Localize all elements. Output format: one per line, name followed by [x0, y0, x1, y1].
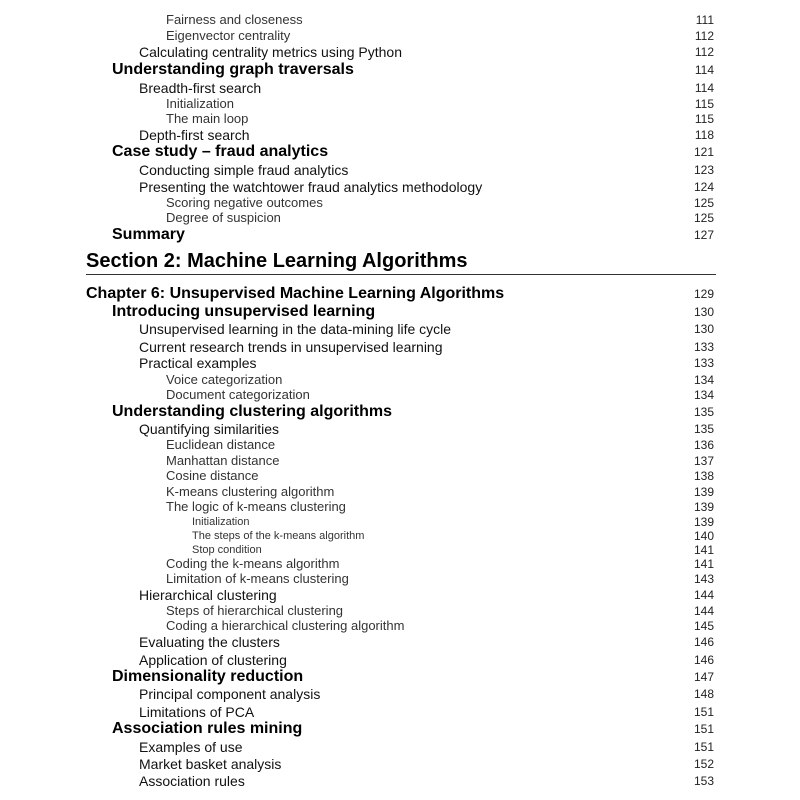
toc-entry-title: Coding the k-means algorithm: [166, 556, 340, 571]
toc-entry-page-number: 129: [693, 287, 714, 301]
toc-entry-title: Manhattan distance: [166, 453, 280, 468]
toc-entry-market-basket-analysis: [0, 755, 800, 773]
toc-entry-page-number: 112: [694, 29, 714, 43]
toc-entry-title: Calculating centrality metrics using Python: [139, 44, 403, 60]
toc-entry-page-number: 124: [693, 180, 714, 194]
toc-entry-title: Document categorization: [166, 387, 310, 402]
toc-entry-title: Chapter 6: Unsupervised Machine Learning Algorithms: [86, 285, 505, 302]
toc-entry-title: Evaluating the clusters: [139, 634, 280, 650]
toc-entry-case-study-fraud-analytics: [0, 143, 800, 161]
toc-entry-title: Application of clustering: [139, 652, 287, 668]
toc-entry-title: Understanding graph traversals: [112, 61, 354, 78]
toc-entry-page-number: 141: [693, 543, 714, 557]
toc-entry-title: Fairness and closeness: [166, 12, 303, 27]
toc-entry-summary: [0, 226, 800, 244]
toc-entry-title: Case study – fraud analytics: [112, 143, 329, 160]
toc-entry-association-rules-mining: [0, 720, 800, 738]
toc-entry-title: Initialization: [166, 96, 234, 111]
toc-entry-page-number: 144: [693, 588, 714, 602]
toc-entry-page-number: 146: [693, 635, 714, 649]
toc-entry-chapter-6-unsupervised-machine-learning-algorithms: [0, 285, 800, 303]
toc-entry-title: Examples of use: [139, 739, 243, 755]
toc-entry-page-number: 123: [693, 163, 714, 177]
toc-entry-page-number: 127: [693, 228, 714, 242]
toc-entry-page-number: 139: [693, 500, 714, 514]
toc-entry-page-number: 139: [693, 485, 714, 499]
toc-entry-calculating-centrality-metrics-using-python: [0, 43, 800, 61]
toc-entry-page-number: 134: [693, 373, 714, 387]
toc-entry-title: Association rules mining: [112, 720, 303, 737]
toc-entry-page-number: 153: [693, 774, 714, 788]
toc-entry-page-number: 140: [693, 529, 714, 543]
toc-entry-title: Voice categorization: [166, 372, 283, 387]
toc-entry-page-number: 136: [693, 438, 714, 452]
toc-entry-conducting-simple-fraud-analytics: [0, 161, 800, 179]
toc-entry-depth-first-search: [0, 126, 800, 144]
toc-entry-unsupervised-learning-in-the-data-mining-life-cycle: [0, 320, 800, 338]
toc-entry-title: Presenting the watchtower fraud analytics methodology: [139, 179, 483, 195]
toc-entry-page-number: 146: [693, 653, 714, 667]
toc-entry-page-number: 114: [694, 63, 714, 77]
toc-entry-page-number: 111: [695, 13, 714, 27]
toc-entry-page-number: 121: [693, 145, 714, 159]
toc-entry-understanding-clustering-algorithms: [0, 403, 800, 421]
toc-entry-title: Practical examples: [139, 355, 257, 371]
toc-entry-title: The main loop: [166, 111, 249, 126]
toc-entry-page-number: 141: [693, 557, 714, 571]
toc-entry-title: Limitation of k-means clustering: [166, 571, 349, 586]
toc-entry-title: Euclidean distance: [166, 437, 276, 452]
toc-entry-document-categorization: [0, 386, 800, 404]
toc-entry-title: Steps of hierarchical clustering: [166, 603, 344, 618]
toc-entry-title: Limitations of PCA: [139, 704, 255, 720]
toc-entry-page-number: 112: [694, 45, 714, 59]
toc-entry-degree-of-suspicion: [0, 209, 800, 227]
toc-entry-page-number: 125: [693, 211, 714, 225]
toc-entry-page-number: 151: [693, 722, 714, 736]
toc-entry-title: Unsupervised learning in the data-mining life cycle: [139, 321, 452, 337]
toc-entry-page-number: 147: [693, 670, 714, 684]
toc-entry-page-number: 114: [694, 81, 714, 95]
toc-entry-page-number: 151: [693, 705, 714, 719]
toc-entry-principal-component-analysis: [0, 685, 800, 703]
toc-entry-title: Dimensionality reduction: [112, 668, 304, 685]
toc-entry-title: Eigenvector centrality: [166, 28, 291, 43]
toc-entry-page-number: 135: [693, 422, 714, 436]
toc-entry-title: Understanding clustering algorithms: [112, 403, 393, 420]
toc-entry-page-number: 144: [693, 604, 714, 618]
toc-entry-title: Breadth-first search: [139, 80, 262, 96]
toc-entry-title: Association rules: [139, 773, 245, 789]
toc-entry-understanding-graph-traversals: [0, 61, 800, 79]
toc-entry-association-rules: [0, 772, 800, 790]
toc-entry-page-number: 138: [693, 469, 714, 483]
toc-entry-page-number: 133: [693, 356, 714, 370]
toc-entry-page-number: 143: [693, 572, 714, 586]
toc-entry-page-number: 152: [693, 757, 714, 771]
toc-entry-page-number: 125: [693, 196, 714, 210]
toc-entry-title: Cosine distance: [166, 468, 259, 483]
toc-entry-page-number: 118: [694, 128, 714, 142]
section-heading: Section 2: Machine Learning Algorithms: [86, 248, 716, 275]
toc-entry-title: Coding a hierarchical clustering algorithm: [166, 618, 405, 633]
toc-entry-title: Introducing unsupervised learning: [112, 303, 376, 320]
toc-entry-page-number: 133: [693, 340, 714, 354]
toc-entry-title: The steps of the k-means algorithm: [192, 530, 365, 542]
toc-entry-title: Quantifying similarities: [139, 421, 280, 437]
toc-entry-page-number: 145: [693, 619, 714, 633]
toc-entry-page-number: 134: [693, 388, 714, 402]
toc-entry-title: Market basket analysis: [139, 756, 282, 772]
toc-entry-page-number: 115: [694, 97, 714, 111]
toc-entry-page-number: 130: [693, 305, 714, 319]
toc-entry-page-number: 151: [693, 740, 714, 754]
toc-entry-evaluating-the-clusters: [0, 633, 800, 651]
toc-entry-title: The logic of k-means clustering: [166, 499, 346, 514]
toc-entry-examples-of-use: [0, 738, 800, 756]
toc-entry-application-of-clustering: [0, 651, 800, 669]
toc-entry-title: Hierarchical clustering: [139, 587, 277, 603]
toc-entry-page-number: 139: [693, 515, 714, 529]
toc-entry-title: Summary: [112, 226, 185, 243]
toc-entry-page-number: 137: [693, 454, 714, 468]
toc-entry-page-number: 130: [693, 322, 714, 336]
toc-entry-title: Stop condition: [192, 544, 262, 556]
toc-entry-title: Current research trends in unsupervised learning: [139, 339, 443, 355]
toc-entry-dimensionality-reduction: [0, 668, 800, 686]
toc-entry-title: K-means clustering algorithm: [166, 484, 335, 499]
toc-entry-title: Degree of suspicion: [166, 210, 281, 225]
toc-entry-page-number: 135: [693, 405, 714, 419]
toc-entry-title: Principal component analysis: [139, 686, 321, 702]
toc-entry-title: Scoring negative outcomes: [166, 195, 323, 210]
toc-entry-title: Initialization: [192, 516, 250, 528]
toc-entry-limitations-of-pca: [0, 703, 800, 721]
toc-entry-title: Conducting simple fraud analytics: [139, 162, 349, 178]
toc-entry-practical-examples: [0, 354, 800, 372]
toc-entry-introducing-unsupervised-learning: [0, 303, 800, 321]
toc-entry-page-number: 115: [694, 112, 714, 126]
toc-entry-title: Depth-first search: [139, 127, 250, 143]
toc-entry-page-number: 148: [693, 687, 714, 701]
